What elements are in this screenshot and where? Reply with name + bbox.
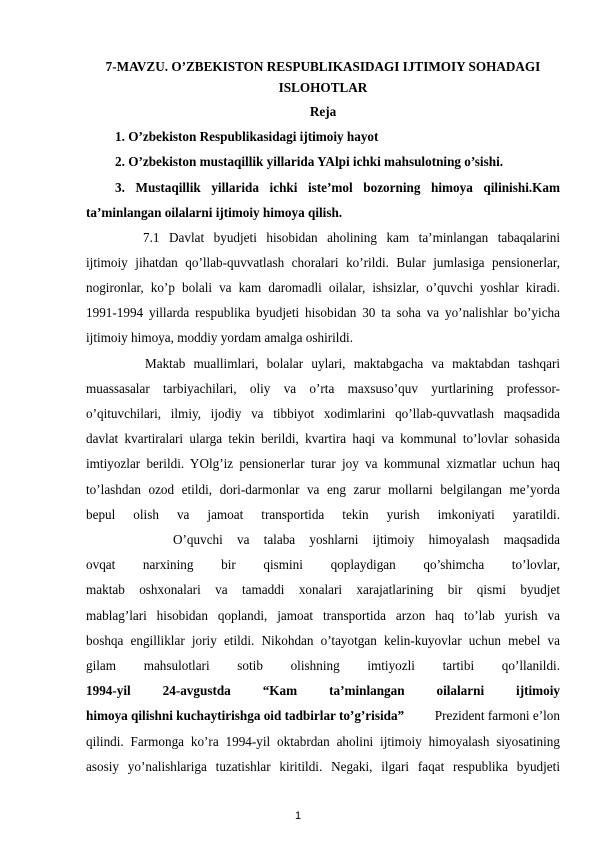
paragraph-line: Maktab muallimlari, bolalar uylari, maktabgacha va maktabdan tashqari	[145, 356, 560, 371]
plan-item-3: 3. Mustaqillik yillarida ichki iste’mol bozorning himoya qilinishi.Kam	[115, 180, 560, 195]
paragraph-line: boshqa engilliklar joriy etildi. Nikohdan o’tayotgan kelin-kuyovlar uchun mebel va	[86, 633, 560, 648]
paragraph-line: 1991-1994 yillarda respublika byudjeti hisobidan 30 ta soha va yo’nalishlar bo’yicha	[86, 305, 560, 320]
paragraph-line	[86, 708, 560, 724]
decree-title-end: himoya qilishni kuchaytirishga oid tadbirlar to’g’risida”	[86, 708, 405, 723]
paragraph-line: bepul olish va jamoat transportida tekin yurish imkoniyati yaratildi.	[86, 507, 560, 522]
paragraph-line: 1994-yil 24-avgustda “Kam ta’minlangan oilalarni ijtimoiy	[86, 683, 560, 698]
paragraph-line: nogironlar, ko’p bolali va kam daromadli oilalar, ishsizlar, o’quvchi yoshlar kiradi.	[86, 280, 560, 295]
title-line-1: 7-MAVZU. O’ZBEKISTON RESPUBLIKASIDAGI IJTIMOIY SOHADAGI	[105, 59, 541, 74]
title-line-2: ISLOHOTLAR	[278, 80, 368, 95]
paragraph-line: o’qituvchilari, ilmiy, ijodiy va tibbiyot xodimlarini qo’llab-quvvatlash maqsadida	[86, 406, 560, 421]
paragraph-line: 7.1 Davlat byudjeti hisobidan aholining kam ta’minlangan tabaqalarini	[143, 230, 560, 245]
decree-announcement: Prezident farmoni e’lon	[434, 708, 560, 723]
page-number: 1	[294, 810, 302, 822]
paragraph-line: imtiyozlar berildi. YOlg’iz pensionerlar turar joy va kommunal xizmatlar uchun haq	[86, 456, 560, 471]
paragraph-line: O’quvchi va talaba yoshlarni ijtimoiy himoyalash maqsadida	[173, 532, 560, 547]
paragraph-line: davlat kvartiralari ularga tekin berildi, kvartira haqi va kommunal to’lovlar sohasida	[86, 431, 560, 446]
paragraph-line: ijtimoiy himoya, moddiy yordam amalga oshirildi.	[86, 330, 354, 345]
paragraph-line: ovqat narxining bir qismini qoplaydigan qo’shimcha to’lovlar,	[86, 557, 560, 572]
plan-heading: Reja	[309, 104, 337, 119]
paragraph-line: qilindi. Farmonga ko’ra 1994-yil oktabrdan aholini ijtimoiy himoyalash siyosatining	[86, 734, 560, 749]
paragraph-line: maktab oshxonalari va tamaddi xonalari xarajatlarining bir qismi byudjet	[86, 582, 560, 597]
plan-item-1: 1. O’zbekiston Respublikasidagi ijtimoiy hayot	[115, 129, 379, 144]
paragraph-line: to’lashdan ozod etildi, dori-darmonlar va eng zarur mollarni belgilangan me’yorda	[86, 482, 560, 497]
page-title	[86, 56, 560, 98]
paragraph-line: mablag’lari hisobidan qoplandi, jamoat transportida arzon haq to’lab yurish va	[86, 608, 560, 623]
paragraph-line: asosiy yo’nalishlariga tuzatishlar kiritildi. Negaki, ilgari faqat respublika byudjeti	[86, 759, 560, 774]
paragraph-line: muassasalar tarbiyachilari, oliy va o’rta maxsuso’quv yurtlarining professor-	[86, 381, 560, 396]
paragraph-line: ijtimoiy jihatdan qo’llab-quvvatlash choralari ko’rildi. Bular jumlasiga pensionerlar,	[86, 255, 560, 270]
plan-item-2: 2. O’zbekiston mustaqillik yillarida YAlpi ichki mahsulotning o’sishi.	[115, 154, 504, 169]
paragraph-line: gilam mahsulotlari sotib olishning imtiyozli tartibi qo’llanildi.	[86, 658, 560, 673]
plan-item-3-cont: ta’minlangan oilalarni ijtimoiy himoya qilish.	[86, 205, 343, 220]
